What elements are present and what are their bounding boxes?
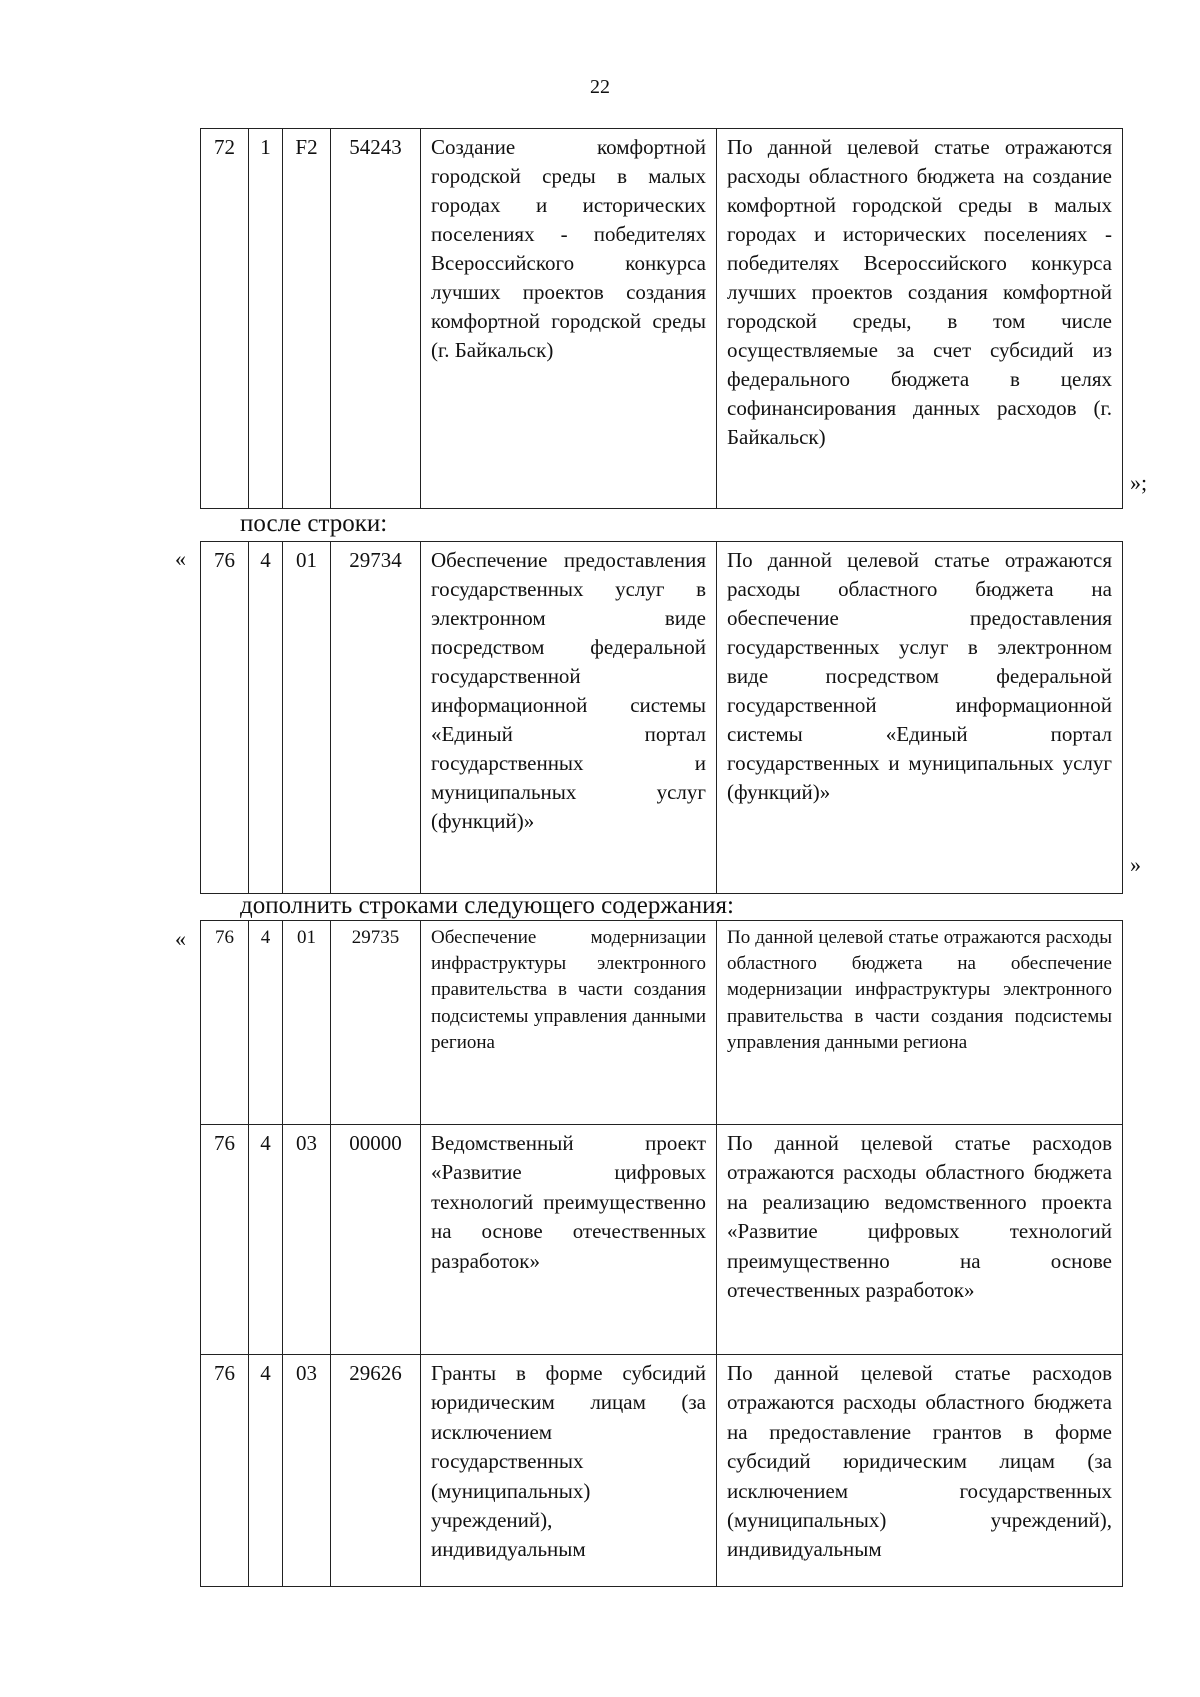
- code-program: 76: [201, 1125, 249, 1355]
- article-description: По данной целевой статье отражаются расходы областного бюджета на создание комфортной городской среды в малых городах и исторических поселениях - победителях Всероссийского конкурса лучших проектов создания комфортной городской среды, в том числе осуществляемые за счет субсидий из федерального бюджета в целях софинансирования данных расходов (г. Байкальск): [717, 129, 1123, 509]
- article-name: Гранты в форме субсидий юридическим лицам (за исключением государственных (муниципальных) учреждений), индивидуальным: [421, 1355, 717, 1587]
- code-program: 76: [201, 1355, 249, 1587]
- code-article: 00000: [331, 1125, 421, 1355]
- table-row: [201, 1355, 1123, 1587]
- budget-table-existing: [200, 128, 1123, 509]
- code-program: 76: [201, 542, 249, 894]
- code-subprogram: 4: [249, 542, 283, 894]
- code-direction: 01: [283, 921, 331, 1125]
- code-subprogram: 4: [249, 921, 283, 1125]
- article-description: По данной целевой статье расходов отражаются расходы областного бюджета на реализацию ведомственного проекта «Развитие цифровых технологий преимущественно на основе отечественных разработок»: [717, 1125, 1123, 1355]
- article-name: Обеспечение предоставления государственных услуг в электронном виде посредством федеральной государственной информационной системы «Единый портал государственных и муниципальных услуг (функций)»: [421, 542, 717, 894]
- code-program: 72: [201, 129, 249, 509]
- opening-quote: «: [175, 546, 186, 571]
- code-subprogram: 4: [249, 1355, 283, 1587]
- budget-table-new-rows: [200, 920, 1123, 1587]
- article-name: Обеспечение модернизации инфраструктуры электронного правительства в части создания подсистемы управления данными региона: [421, 921, 717, 1125]
- opening-quote: «: [175, 926, 186, 951]
- table-row: [201, 1125, 1123, 1355]
- code-subprogram: 1: [249, 129, 283, 509]
- article-description: По данной целевой статье отражаются расходы областного бюджета на обеспечение предоставления государственных услуг в электронном виде посредством федеральной государственной информационной системы «Единый портал государственных и муниципальных услуг (функций)»: [717, 542, 1123, 894]
- table-row: [201, 921, 1123, 1125]
- closing-quote: »;: [1130, 470, 1148, 495]
- code-direction: F2: [283, 129, 331, 509]
- closing-quote: »: [1130, 852, 1141, 877]
- page-number: 22: [590, 76, 610, 98]
- code-article: 29626: [331, 1355, 421, 1587]
- article-description: По данной целевой статье расходов отражаются расходы областного бюджета на предоставление грантов в форме субсидий юридическим лицам (за исключением государственных (муниципальных) учреждений), индивидуальным: [717, 1355, 1123, 1587]
- article-name: Ведомственный проект «Развитие цифровых технологий преимущественно на основе отечественных разработок»: [421, 1125, 717, 1355]
- code-program: 76: [201, 921, 249, 1125]
- table-row: [201, 542, 1123, 894]
- code-direction: 03: [283, 1125, 331, 1355]
- instruction-after-row: после строки:: [240, 510, 388, 537]
- code-article: 29735: [331, 921, 421, 1125]
- code-subprogram: 4: [249, 1125, 283, 1355]
- code-article: 54243: [331, 129, 421, 509]
- budget-table-reference: [200, 541, 1123, 894]
- code-article: 29734: [331, 542, 421, 894]
- article-description: По данной целевой статье отражаются расходы областного бюджета на обеспечение модернизации инфраструктуры электронного правительства в части создания подсистемы управления данными региона: [717, 921, 1123, 1125]
- code-direction: 03: [283, 1355, 331, 1587]
- table-row: [201, 129, 1123, 509]
- instruction-supplement: дополнить строками следующего содержания:: [240, 892, 734, 919]
- article-name: Создание комфортной городской среды в малых городах и исторических поселениях - победителях Всероссийского конкурса лучших проектов создания комфортной городской среды (г. Байкальск): [421, 129, 717, 509]
- code-direction: 01: [283, 542, 331, 894]
